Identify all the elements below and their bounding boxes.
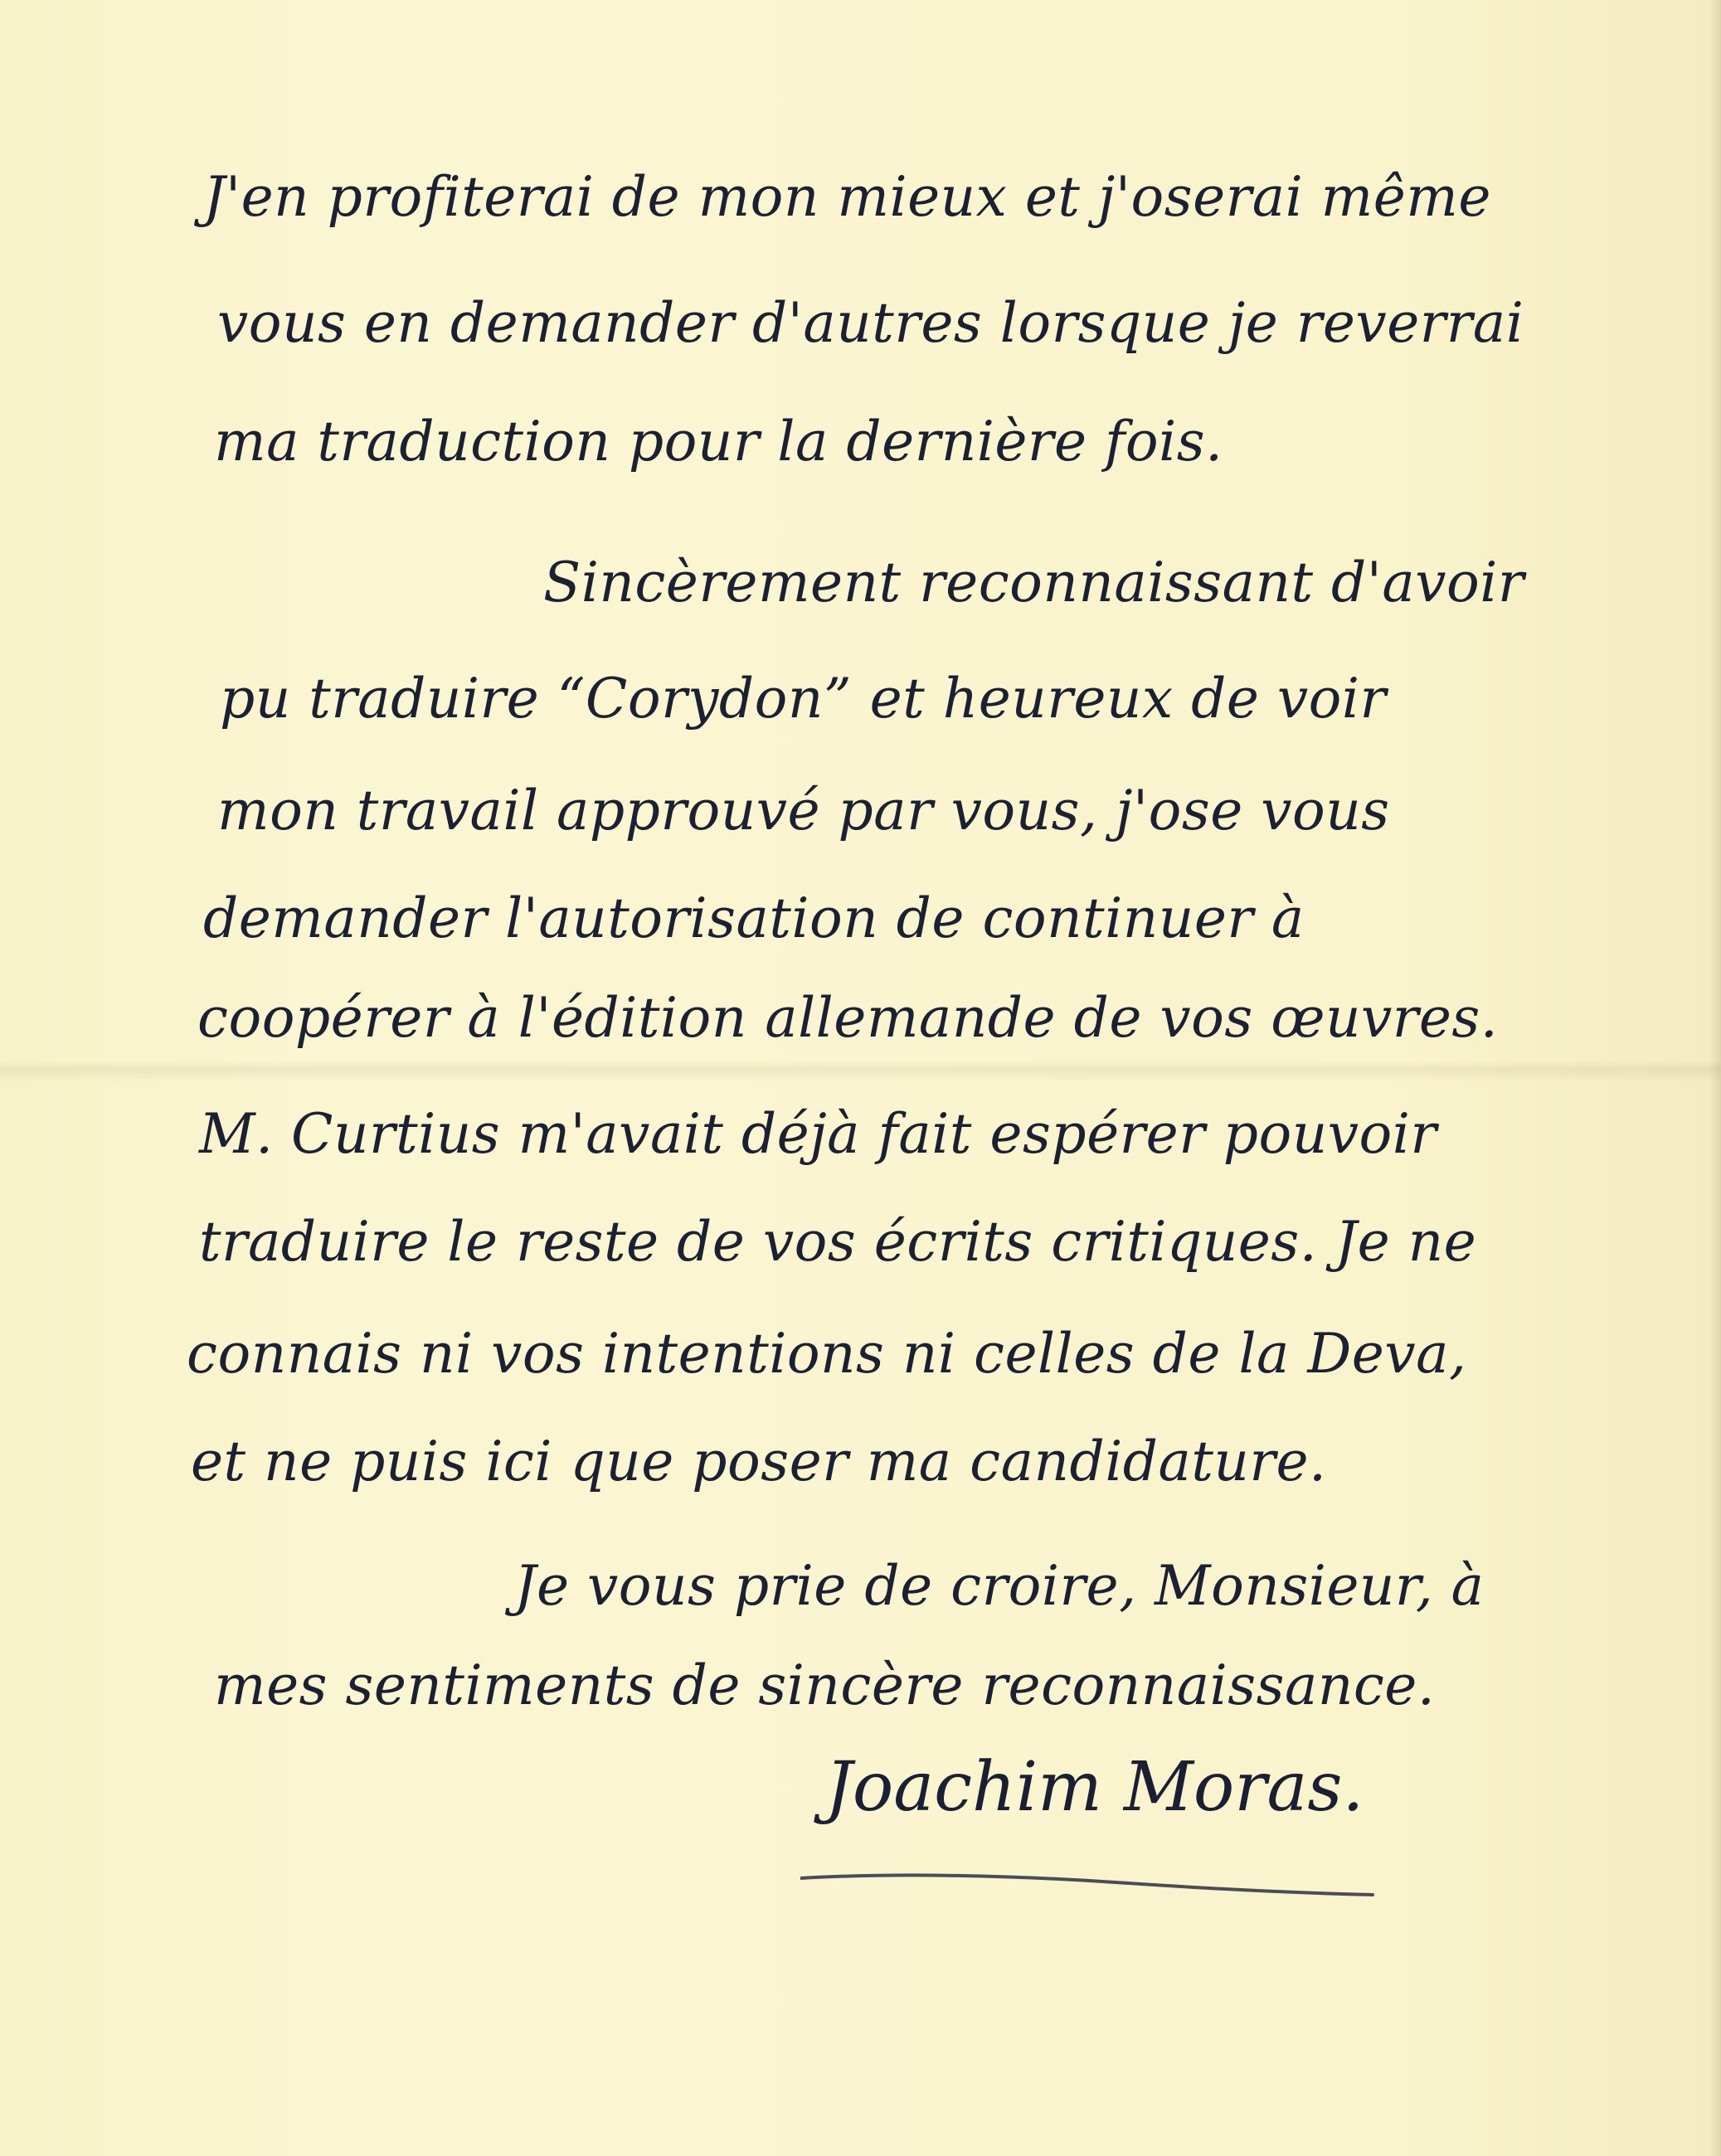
letter-line: ma traduction pour la dernière fois. (214, 410, 1223, 473)
letter-line: connais ni vos intentions ni celles de la Deva, (187, 1322, 1467, 1386)
letter-line: pu traduire “Corydon” et heureux de voir (220, 667, 1387, 731)
letter-line: M. Curtius m'avait déjà fait espérer pouvoir (199, 1102, 1437, 1166)
letter-line: coopérer à l'édition allemande de vos œuvres. (197, 986, 1499, 1050)
letter-line: Sincèrement reconnaissant d'avoir (543, 551, 1524, 614)
signature-name: Joachim Moras. (825, 1748, 1364, 1827)
letter-line: J'en profiterai de mon mieux et j'oserai même (203, 165, 1491, 229)
letter-line: traduire le reste de vos écrits critiques. Je ne (199, 1210, 1477, 1274)
letter-line: Je vous prie de croire, Monsieur, à (514, 1554, 1485, 1618)
signature (800, 1725, 1398, 1940)
letter-line: demander l'autorisation de continuer à (203, 886, 1305, 950)
letter-line: mon travail approuvé par vous, j'ose vous (217, 779, 1390, 842)
letter-line: et ne puis ici que poser ma candidature. (191, 1430, 1327, 1493)
letter-line: mes sentiments de sincère reconnaissance. (214, 1653, 1436, 1717)
letter-line: vous en demander d'autres lorsque je reverrai (217, 291, 1524, 355)
